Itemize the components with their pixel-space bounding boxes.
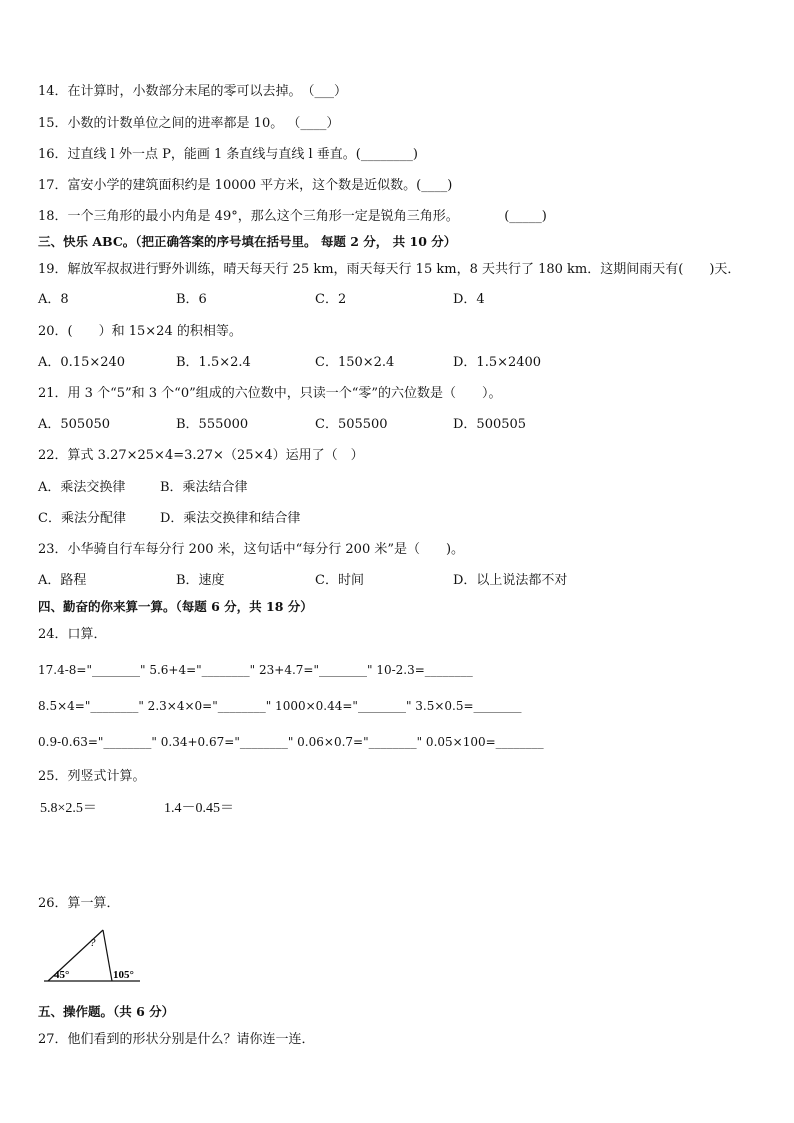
mental-math-row-2: 8.5×4="________" 2.3×4×0="________" 1000×0.44="________" 3.5×0.5=________ — [38, 699, 522, 713]
section-4-heading: 四、勤奋的你来算一算。（每题 6 分，共 18 分） — [38, 599, 313, 614]
option-b: B．6 — [176, 292, 207, 307]
angle-label-45: 45° — [54, 969, 70, 981]
mental-math-row-1: 17.4-8="________" 5.6+4="________" 23+4.7="________" 10-2.3=________ — [38, 663, 473, 677]
question-15: 15．小数的计数单位之间的进率都是 10。 （____） — [38, 116, 340, 131]
angle-label-105: 105° — [113, 969, 134, 981]
question-18: 18．一个三角形的最小内角是 49°，那么这个三角形一定是锐角三角形。 (_____) — [38, 209, 547, 224]
option-b: B．乘法结合律 — [160, 480, 248, 495]
option-c: C．150×2.4 — [315, 355, 395, 370]
question-16: 16．过直线 l 外一点 P，能画 1 条直线与直线 l 垂直。(________) — [38, 147, 418, 162]
option-d: D．500505 — [453, 417, 527, 432]
option-c: C．时间 — [315, 573, 364, 588]
section-3-heading: 三、快乐 ABC。（把正确答案的序号填在括号里。 每题 2 分， 共 10 分） — [38, 234, 457, 249]
option-a: A．8 — [38, 292, 69, 307]
option-c: C．505500 — [315, 417, 388, 432]
section-5-heading: 五、操作题。（共 6 分） — [38, 1004, 175, 1019]
question-23: 23．小华骑自行车每分行 200 米，这句话中“每分行 200 米”是（ )。 — [38, 542, 465, 557]
option-b: B．速度 — [176, 573, 225, 588]
option-d: D．乘法交换律和结合律 — [160, 511, 301, 526]
option-c: C．2 — [315, 292, 347, 307]
option-d: D．1.5×2400 — [453, 355, 542, 370]
question-26: 26．算一算． — [38, 896, 120, 911]
question-22: 22．算式 3.27×25×4=3.27×（25×4）运用了（ ） — [38, 448, 364, 463]
question-27: 27．他们看到的形状分别是什么？请你连一连． — [38, 1032, 315, 1047]
question-14: 14．在计算时，小数部分末尾的零可以去掉。 （___） — [38, 84, 348, 99]
question-24: 24．口算． — [38, 627, 107, 642]
option-a: A．路程 — [38, 573, 87, 588]
triangle-figure — [40, 926, 150, 986]
question-17: 17．富安小学的建筑面积约是 10000 平方米，这个数是近似数。(____) — [38, 178, 453, 193]
option-d: D．以上说法都不对 — [453, 573, 568, 588]
question-21: 21．用 3 个“5”和 3 个“0”组成的六位数中，只读一个“零”的六位数是（ ）。 — [38, 386, 502, 401]
vertical-calc-item-1: 5.8×2.5＝ — [40, 801, 97, 816]
question-25: 25．列竖式计算。 — [38, 769, 146, 784]
option-a: A．0.15×240 — [38, 355, 126, 370]
option-a: A．乘法交换律 — [38, 480, 126, 495]
triangle-right-side — [103, 930, 112, 981]
option-d: D．4 — [453, 292, 485, 307]
vertical-calc-item-2: 1.4－0.45＝ — [164, 801, 234, 816]
question-20: 20．( ）和 15×24 的积相等。 — [38, 324, 242, 339]
option-b: B．555000 — [176, 417, 249, 432]
angle-label-top: ? — [90, 937, 96, 949]
option-a: A．505050 — [38, 417, 111, 432]
option-b: B．1.5×2.4 — [176, 355, 251, 370]
option-c: C．乘法分配律 — [38, 511, 126, 526]
mental-math-row-3: 0.9-0.63="________" 0.34+0.67="________" 0.06×0.7="________" 0.05×100=________ — [38, 735, 544, 749]
question-19: 19．解放军叔叔进行野外训练，晴天每天行 25 km，雨天每天行 15 km，8 天共行了 180 km．这期间雨天有( )天． — [38, 262, 741, 277]
